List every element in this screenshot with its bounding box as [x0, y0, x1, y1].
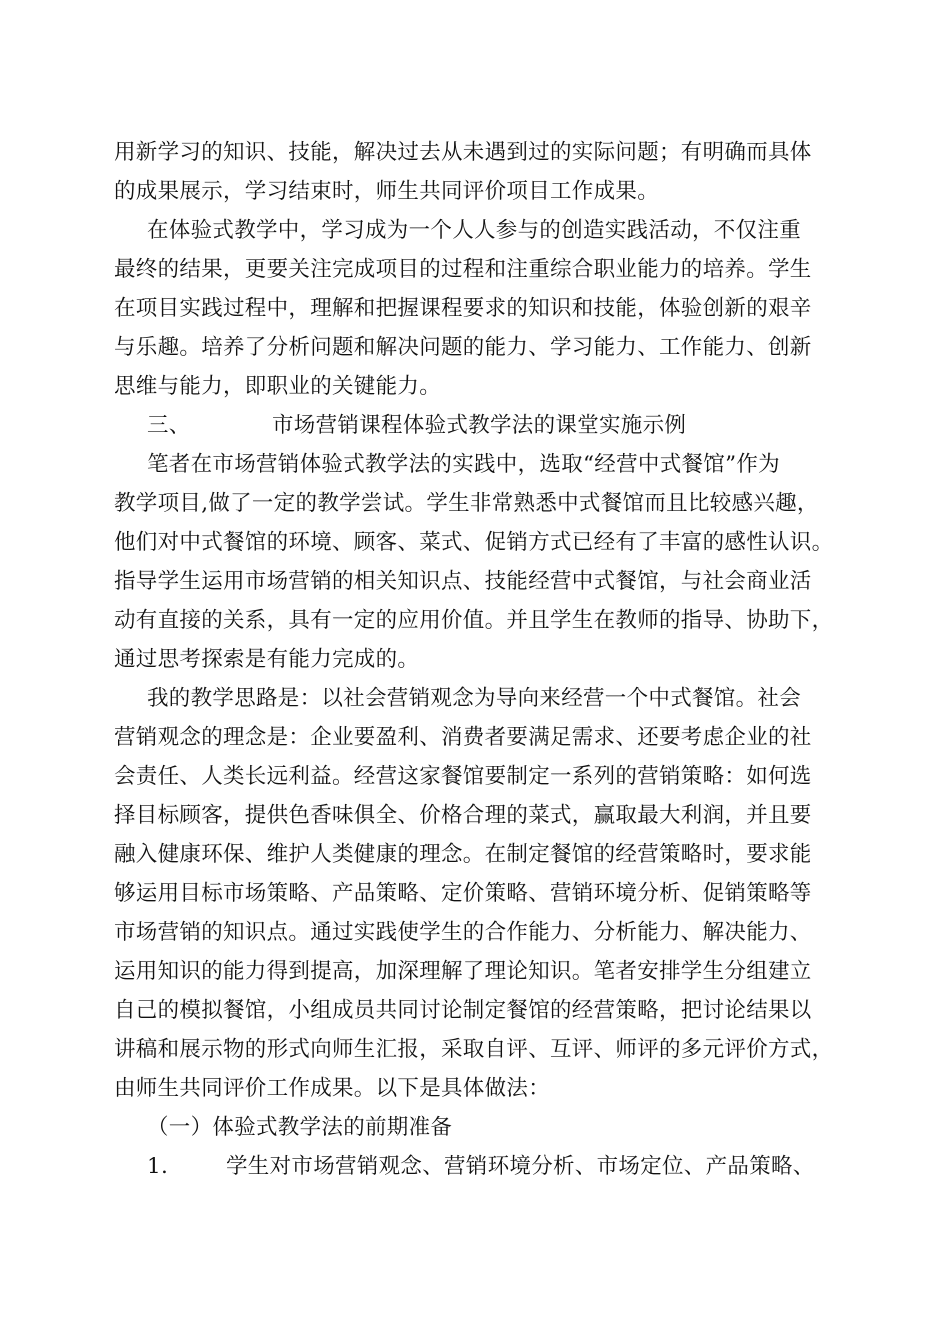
paragraph-line: 运用知识的能力得到提高，加深理解了理论知识。笔者安排学生分组建立: [114, 959, 812, 984]
paragraph-line: 择目标顾客，提供色香味俱全、价格合理的菜式，赢取最大利润，并且要: [114, 803, 812, 828]
section-heading-title: 市场营销课程体验式教学法的课堂实施示例: [272, 413, 687, 438]
paragraph-line: 思维与能力，即职业的关键能力。: [114, 374, 442, 399]
paragraph-line: 通过思考探索是有能力完成的。: [114, 647, 420, 672]
paragraph-line: 与乐趣。培养了分析问题和解决问题的能力、学习能力、工作能力、创新: [114, 335, 812, 360]
paragraph-line: 用新学习的知识、技能，解决过去从未遇到过的实际问题；有明确而具体: [114, 140, 812, 165]
paragraph-line: 指导学生运用市场营销的相关知识点、技能经营中式餐馆，与社会商业活: [114, 569, 812, 594]
paragraph-line: 他们对中式餐馆的环境、顾客、菜式、促销方式已经有了丰富的感性认识。: [114, 530, 834, 555]
paragraph-line: 我的教学思路是：以社会营销观念为导向来经营一个中式餐馆。社会: [147, 686, 802, 711]
section-heading-number: 三、: [147, 413, 191, 438]
paragraph-line: 自己的模拟餐馆，小组成员共同讨论制定餐馆的经营策略，把讨论结果以: [114, 998, 812, 1023]
paragraph-line: 会责任、人类长远利益。经营这家餐馆要制定一系列的营销策略：如何选: [114, 764, 812, 789]
list-item-text: 学生对市场营销观念、营销环境分析、市场定位、产品策略、: [226, 1154, 815, 1179]
paragraph-line: 的成果展示，学习结束时，师生共同评价项目工作成果。: [114, 179, 660, 204]
paragraph-line: 由师生共同评价工作成果。以下是具体做法：: [114, 1076, 551, 1101]
paragraph-line: 营销观念的理念是：企业要盈利、消费者要满足需求、还要考虑企业的社: [114, 725, 812, 750]
section-heading: [114, 406, 844, 445]
list-item-number: 1.: [147, 1154, 169, 1179]
paragraph-line: 笔者在市场营销体验式教学法的实践中，选取“经营中式餐馆”作为: [147, 452, 780, 477]
paragraph-line: 在项目实践过程中，理解和把握课程要求的知识和技能，体验创新的艰辛: [114, 296, 812, 321]
paragraph-line: 讲稿和展示物的形式向师生汇报，采取自评、互评、师评的多元评价方式，: [114, 1037, 834, 1062]
paragraph-line: 市场营销的知识点。通过实践使学生的合作能力、分析能力、解决能力、: [114, 920, 812, 945]
paragraph-line: 动有直接的关系，具有一定的应用价值。并且学生在教师的指导、协助下，: [114, 608, 834, 633]
list-item: [114, 1147, 844, 1186]
paragraph-line: 最终的结果，更要关注完成项目的过程和注重综合职业能力的培养。学生: [114, 257, 812, 282]
paragraph-line: 在体验式教学中，学习成为一个人人参与的创造实践活动，不仅注重: [147, 218, 802, 243]
paragraph-line: 够运用目标市场策略、产品策略、定价策略、营销环境分析、促销策略等: [114, 881, 812, 906]
paragraph-line: 教学项目,做了一定的教学尝试。学生非常熟悉中式餐馆而且比较感兴趣，: [114, 491, 819, 516]
subsection-heading: （一）体验式教学法的前期准备: [147, 1115, 453, 1140]
document-body: [114, 133, 844, 1186]
paragraph-line: 融入健康环保、维护人类健康的理念。在制定餐馆的经营策略时，要求能: [114, 842, 812, 867]
